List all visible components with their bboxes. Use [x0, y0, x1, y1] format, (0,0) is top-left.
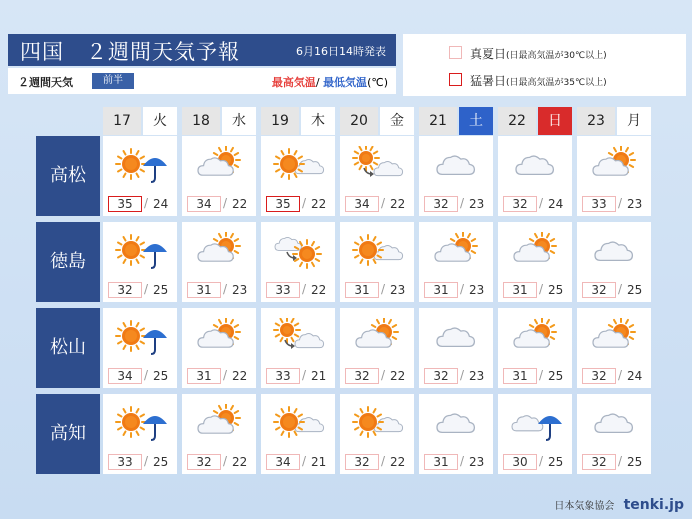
cloud-icon [431, 404, 483, 444]
forecast-cell [340, 308, 414, 388]
temps [577, 282, 651, 300]
sun-shape [353, 407, 383, 437]
cloud-shape [374, 418, 403, 432]
cloud-shape [516, 156, 553, 174]
day-header [577, 107, 651, 135]
low-temp: 25 [627, 455, 643, 469]
high-temp: 31 [424, 454, 458, 470]
high-temp: 31 [345, 282, 379, 298]
low-temp: 25 [548, 369, 564, 383]
low-temp: 25 [153, 455, 169, 469]
cloud-then-rain-icon [510, 404, 562, 444]
temp-slash: / [539, 368, 544, 382]
cloud-shape [437, 328, 474, 346]
low-temp: 22 [311, 197, 327, 211]
high-temp: 32 [582, 282, 616, 298]
forecast-cell [577, 222, 651, 302]
temp-slash: / [460, 368, 465, 382]
cloud-and-sun-icon [352, 318, 404, 358]
temps [577, 454, 651, 472]
day-date: 21 [419, 107, 457, 135]
temps [419, 454, 493, 472]
legend-high: 最高気温 [271, 76, 316, 89]
mousho-label: 猛暑日 [470, 74, 507, 88]
temps [261, 282, 335, 300]
cloud-icon [431, 146, 483, 186]
sun-shape [116, 321, 146, 351]
temps [103, 454, 177, 472]
day-date: 18 [182, 107, 220, 135]
temp-slash: / [144, 454, 149, 468]
cloud-shape [512, 416, 543, 431]
cloud-shape [595, 414, 632, 432]
umbrella-shape [143, 244, 167, 268]
umbrella-shape [143, 416, 167, 440]
forecast-cell [577, 308, 651, 388]
forecast-cell [103, 222, 177, 302]
temps [261, 196, 335, 214]
header [8, 34, 396, 96]
high-temp: 32 [424, 368, 458, 384]
day-header-row [0, 107, 692, 135]
cloud-and-sun-icon [510, 318, 562, 358]
manatsubi-label: 真夏日 [470, 47, 507, 61]
cloud-and-sun-icon [194, 318, 246, 358]
high-temp: 33 [582, 196, 616, 212]
city-label: 高知 [36, 394, 100, 474]
issue-date: 6月16日14時発表 [296, 45, 386, 58]
temps [340, 282, 414, 300]
low-temp: 25 [627, 283, 643, 297]
temp-slash: / [618, 368, 623, 382]
temps [419, 282, 493, 300]
temp-slash: / [144, 368, 149, 382]
association-name: 日本気象協会 [554, 501, 615, 512]
high-temp: 34 [187, 196, 221, 212]
sub-bar [8, 68, 396, 94]
low-temp: 23 [232, 283, 248, 297]
temps [182, 454, 256, 472]
forecast-cell [419, 308, 493, 388]
temps [498, 282, 572, 300]
legend-row-manatsubi [449, 45, 607, 62]
umbrella-shape [143, 330, 167, 354]
cloud-shape [295, 418, 324, 432]
umbrella-shape [143, 158, 167, 182]
high-temp: 35 [108, 196, 142, 212]
sun-shape [274, 318, 300, 343]
cloud-icon [589, 404, 641, 444]
temp-slash: / [302, 454, 307, 468]
low-temp: 23 [469, 369, 485, 383]
temps [577, 196, 651, 214]
temps [498, 368, 572, 386]
forecast-cell [103, 136, 177, 216]
low-temp: 25 [153, 369, 169, 383]
forecast-cell [182, 136, 256, 216]
sun-then-rain-icon [115, 318, 167, 358]
temps [261, 454, 335, 472]
day-header [261, 107, 335, 135]
sun-shape [274, 149, 304, 179]
temp-slash: / [381, 454, 386, 468]
day-header [498, 107, 572, 135]
cloud-and-sun-icon [431, 232, 483, 272]
city-label: 高松 [36, 136, 100, 216]
temp-slash: / [144, 282, 149, 296]
high-temp: 30 [503, 454, 537, 470]
sun-and-cloud-icon [273, 404, 325, 444]
temp-slash: / [302, 282, 307, 296]
temp-slash: / [223, 454, 228, 468]
day-weekday: 水 [222, 107, 256, 135]
cloud-and-sun-icon [589, 146, 641, 186]
sun-shape [116, 407, 146, 437]
legend-unit: (℃) [367, 76, 388, 89]
high-temp: 32 [582, 368, 616, 384]
cloud-and-sun-icon [194, 404, 246, 444]
sun-shape [274, 407, 304, 437]
high-temp: 34 [345, 196, 379, 212]
temps [103, 368, 177, 386]
cloud-icon [589, 232, 641, 272]
cloud-shape [374, 246, 403, 260]
temp-slash: / [381, 196, 386, 210]
day-weekday: 土 [459, 107, 493, 135]
low-temp: 25 [548, 455, 564, 469]
high-temp: 32 [345, 454, 379, 470]
low-temp: 22 [390, 369, 406, 383]
forecast-cell [261, 394, 335, 474]
low-temp: 25 [153, 283, 169, 297]
cloud-shape [437, 414, 474, 432]
low-temp: 22 [390, 455, 406, 469]
day-weekday: 木 [301, 107, 335, 135]
low-temp: 23 [469, 197, 485, 211]
day-weekday: 金 [380, 107, 414, 135]
temps [182, 368, 256, 386]
temp-slash: / [539, 282, 544, 296]
legend-row-mousho [449, 72, 607, 89]
mousho-note: (日最高気温が35℃以上) [506, 78, 607, 88]
forecast-cell [340, 136, 414, 216]
low-temp: 24 [153, 197, 169, 211]
high-temp: 31 [503, 368, 537, 384]
low-temp: 24 [627, 369, 643, 383]
page-title: 四国 ２週間天気予報 [20, 40, 240, 64]
manatsubi-note: (日最高気温が30℃以上) [506, 51, 607, 61]
temps [103, 196, 177, 214]
high-temp: 33 [108, 454, 142, 470]
sun-shape [353, 235, 383, 265]
temps [261, 368, 335, 386]
temp-slash: / [618, 282, 623, 296]
forecast-cell [498, 394, 572, 474]
forecast-cell [182, 394, 256, 474]
low-temp: 21 [311, 455, 327, 469]
sun-then-rain-icon [115, 404, 167, 444]
sun-shape [116, 149, 146, 179]
cloud-and-sun-icon [510, 232, 562, 272]
temp-slash: / [223, 282, 228, 296]
title-bar [8, 34, 396, 66]
cloud-shape [295, 160, 324, 174]
low-temp: 22 [311, 283, 327, 297]
temps [419, 368, 493, 386]
city-label: 徳島 [36, 222, 100, 302]
temps [577, 368, 651, 386]
high-temp: 33 [266, 368, 300, 384]
cloud-icon [431, 318, 483, 358]
cloud-then-sun-icon [273, 232, 325, 272]
forecast-cell [419, 222, 493, 302]
sun-then-rain-icon [115, 232, 167, 272]
sun-then-cloud-icon [273, 318, 325, 358]
temp-slash: / [618, 454, 623, 468]
temps [419, 196, 493, 214]
high-temp: 32 [503, 196, 537, 212]
forecast-cell [340, 222, 414, 302]
sun-then-rain-icon [115, 146, 167, 186]
manatsubi-box [449, 46, 462, 59]
low-temp: 22 [232, 369, 248, 383]
temps [182, 282, 256, 300]
high-temp: 32 [345, 368, 379, 384]
forecast-cell [340, 394, 414, 474]
forecast-cell [182, 308, 256, 388]
high-temp: 31 [424, 282, 458, 298]
low-temp: 24 [548, 197, 564, 211]
subtitle: ２週間天気 [18, 76, 73, 89]
forecast-cell [103, 308, 177, 388]
mousho-box [449, 73, 462, 86]
high-temp: 32 [582, 454, 616, 470]
day-header [419, 107, 493, 135]
temp-slash: / [144, 196, 149, 210]
forecast-cell [261, 222, 335, 302]
cloud-and-sun-icon [589, 318, 641, 358]
low-temp: 23 [469, 455, 485, 469]
footer [554, 497, 684, 513]
legend-low: 最低気温 [323, 76, 368, 89]
low-temp: 23 [627, 197, 643, 211]
low-temp: 23 [390, 283, 406, 297]
cloud-and-sun-icon [194, 146, 246, 186]
sun-then-cloud-icon [352, 146, 404, 186]
forecast-cell [498, 222, 572, 302]
day-header [182, 107, 256, 135]
temp-slash: / [618, 196, 623, 210]
sun-and-cloud-icon [273, 146, 325, 186]
temps [498, 196, 572, 214]
temp-slash: / [381, 368, 386, 382]
cloud-shape [374, 162, 403, 176]
forecast-cell [577, 136, 651, 216]
high-temp: 31 [187, 368, 221, 384]
temp-slash: / [302, 196, 307, 210]
temp-slash: / [223, 196, 228, 210]
day-weekday: 日 [538, 107, 572, 135]
low-temp: 25 [548, 283, 564, 297]
day-date: 23 [577, 107, 615, 135]
temp-slash: / [460, 282, 465, 296]
high-temp: 34 [266, 454, 300, 470]
cloud-shape [437, 156, 474, 174]
high-temp: 34 [108, 368, 142, 384]
day-header [340, 107, 414, 135]
forecast-cell [498, 136, 572, 216]
temp-slash: / [302, 368, 307, 382]
temp-slash: / [223, 368, 228, 382]
brand-logo: tenki.jp [623, 497, 684, 513]
cloud-icon [510, 146, 562, 186]
temps [340, 454, 414, 472]
low-temp: 22 [232, 455, 248, 469]
day-date: 20 [340, 107, 378, 135]
sun-and-cloud-icon [352, 232, 404, 272]
temp-legend [272, 74, 388, 90]
high-temp: 31 [187, 282, 221, 298]
high-temp: 35 [266, 196, 300, 212]
forecast-cell [182, 222, 256, 302]
period-badge: 前半 [92, 73, 134, 89]
day-weekday: 月 [617, 107, 651, 135]
low-temp: 22 [390, 197, 406, 211]
temp-slash: / [460, 196, 465, 210]
forecast-cell [419, 136, 493, 216]
temps [498, 454, 572, 472]
legend-slash: / [315, 76, 324, 89]
day-weekday: 火 [143, 107, 177, 135]
forecast-cell [261, 136, 335, 216]
cloud-shape [295, 334, 324, 348]
city-label: 松山 [36, 308, 100, 388]
forecast-cell [577, 394, 651, 474]
cloud-and-sun-icon [194, 232, 246, 272]
temp-slash: / [381, 282, 386, 296]
forecast-cell [261, 308, 335, 388]
temp-slash: / [460, 454, 465, 468]
temps [103, 282, 177, 300]
high-temp: 33 [266, 282, 300, 298]
high-temp: 32 [108, 282, 142, 298]
sun-shape [116, 235, 146, 265]
high-temp: 31 [503, 282, 537, 298]
temps [182, 196, 256, 214]
low-temp: 23 [469, 283, 485, 297]
forecast-cell [419, 394, 493, 474]
cloud-shape [595, 242, 632, 260]
heat-legend [403, 34, 686, 96]
day-date: 19 [261, 107, 299, 135]
temps [340, 368, 414, 386]
sun-shape [353, 146, 379, 171]
temp-slash: / [539, 196, 544, 210]
temps [340, 196, 414, 214]
high-temp: 32 [187, 454, 221, 470]
low-temp: 21 [311, 369, 327, 383]
low-temp: 22 [232, 197, 248, 211]
temp-slash: / [539, 454, 544, 468]
forecast-cell [103, 394, 177, 474]
sun-and-cloud-icon [352, 404, 404, 444]
day-date: 22 [498, 107, 536, 135]
forecast-cell [498, 308, 572, 388]
day-date: 17 [103, 107, 141, 135]
high-temp: 32 [424, 196, 458, 212]
day-header [103, 107, 177, 135]
